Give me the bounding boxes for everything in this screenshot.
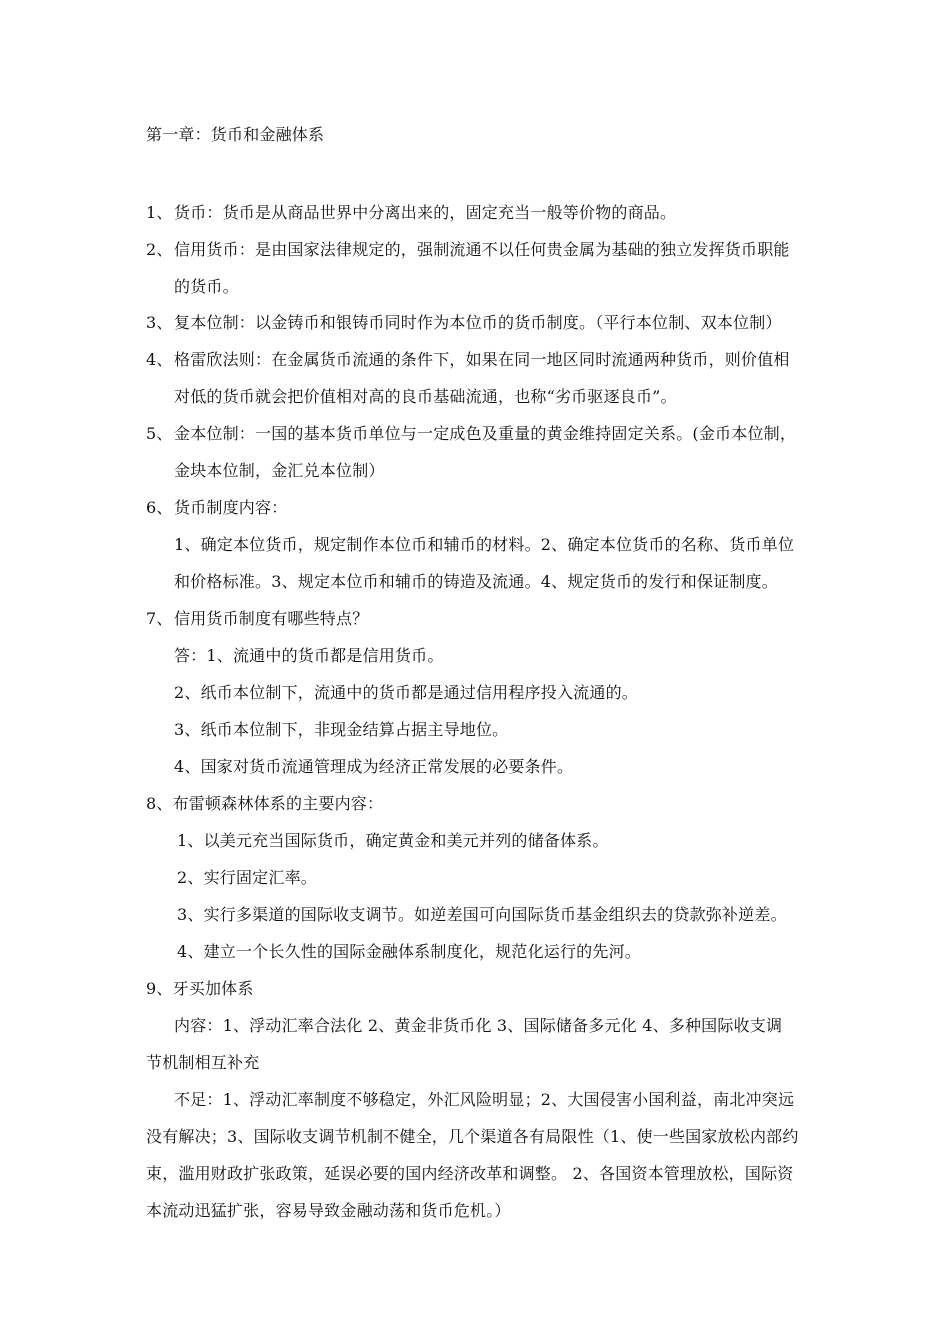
list-item-9-shortcomings-line-3: 束，滥用财政扩张政策，延误必要的国内经济改革和调整。 2、各国资本管理放松，国际资 [146,1164,794,1183]
item-text: 货币制度内容： [174,498,288,517]
list-item-8: 8、布雷顿森林体系的主要内容： [146,794,384,813]
list-item-2-continuation: 的货币。 [174,277,239,296]
item-number: 1、 [146,203,173,222]
list-item-8-point-3: 3、实行多渠道的国际收支调节。如逆差国可向国际货币基金组织去的贷款弥补逆差。 [177,905,787,924]
item-number: 2、 [146,240,173,259]
list-item-7-answer-1: 答：1、流通中的货币都是信用货币。 [174,646,444,665]
item-text: 金本位制：一国的基本货币单位与一定成色及重量的黄金维持固定关系。(金币本位制， [174,424,797,443]
chapter-title: 第一章：货币和金融体系 [146,125,325,144]
item-number: 5、 [146,424,173,443]
list-item-6 [146,498,287,518]
list-item-4 [146,350,790,370]
list-item-5-continuation: 金块本位制，金汇兑本位制） [174,461,385,480]
item-text: 格雷欣法则：在金属货币流通的条件下，如果在同一地区同时流通两种货币，则价值相 [174,350,790,369]
list-item-5 [146,424,796,444]
list-item-7-answer-3: 3、纸币本位制下，非现金结算占据主导地位。 [174,720,509,739]
list-item-9-shortcomings-line-2: 没有解决；3、国际收支调节机制不健全，几个渠道各有局限性（1、使一些国家放松内部约 [146,1127,799,1146]
list-item-8-point-1: 1、以美元充当国际货币，确定黄金和美元并列的储备体系。 [177,831,609,850]
item-text: 信用货币制度有哪些特点？ [174,609,369,628]
list-item-8-point-2: 2、实行固定汇率。 [177,868,317,887]
item-text: 信用货币：是由国家法律规定的，强制流通不以任何贵金属为基础的独立发挥货币职能 [174,240,790,259]
item-number: 6、 [146,498,173,517]
list-item-9-content-continuation: 节机制相互补充 [146,1053,260,1072]
list-item-3 [146,313,782,333]
item-number: 4、 [146,350,173,369]
list-item-7-answer-2: 2、纸币本位制下，流通中的货币都是通过信用程序投入流通的。 [174,683,638,702]
item-text: 复本位制：以金铸币和银铸币同时作为本位币的货币制度。（平行本位制、双本位制） [174,313,782,332]
list-item-8-point-4: 4、建立一个长久性的国际金融体系制度化，规范化运行的先河。 [177,942,641,961]
list-item-9-shortcomings: 不足：1、浮动汇率制度不够稳定，外汇风险明显；2、大国侵害小国利益，南北冲突远 [174,1090,795,1109]
list-item-9: 9、牙买加体系 [146,979,254,998]
item-text: 货币：货币是从商品世界中分离出来的，固定充当一般等价物的商品。 [174,203,677,222]
list-item-9-shortcomings-line-4: 本流动迅猛扩张，容易导致金融动荡和货币危机。） [146,1201,511,1220]
list-item-7 [146,609,368,629]
item-number: 7、 [146,609,173,628]
list-item-7-answer-4: 4、国家对货币流通管理成为经济正常发展的必要条件。 [174,757,574,776]
item-number: 3、 [146,313,173,332]
list-item-6-detail-2: 和价格标准。3、规定本位币和辅币的铸造及流通。4、规定货币的发行和保证制度。 [174,572,778,591]
list-item-4-continuation: 对低的货币就会把价值相对高的良币基础流通，也称“劣币驱逐良币”。 [174,387,677,406]
list-item-6-detail-1: 1、确定本位货币，规定制作本位币和辅币的材料。2、确定本位货币的名称、货币单位 [174,535,795,554]
list-item-9-content: 内容：1、浮动汇率合法化 2、黄金非货币化 3、国际储备多元化 4、多种国际收支调 [174,1016,783,1035]
list-item-2 [146,240,790,260]
list-item-1 [146,203,676,223]
